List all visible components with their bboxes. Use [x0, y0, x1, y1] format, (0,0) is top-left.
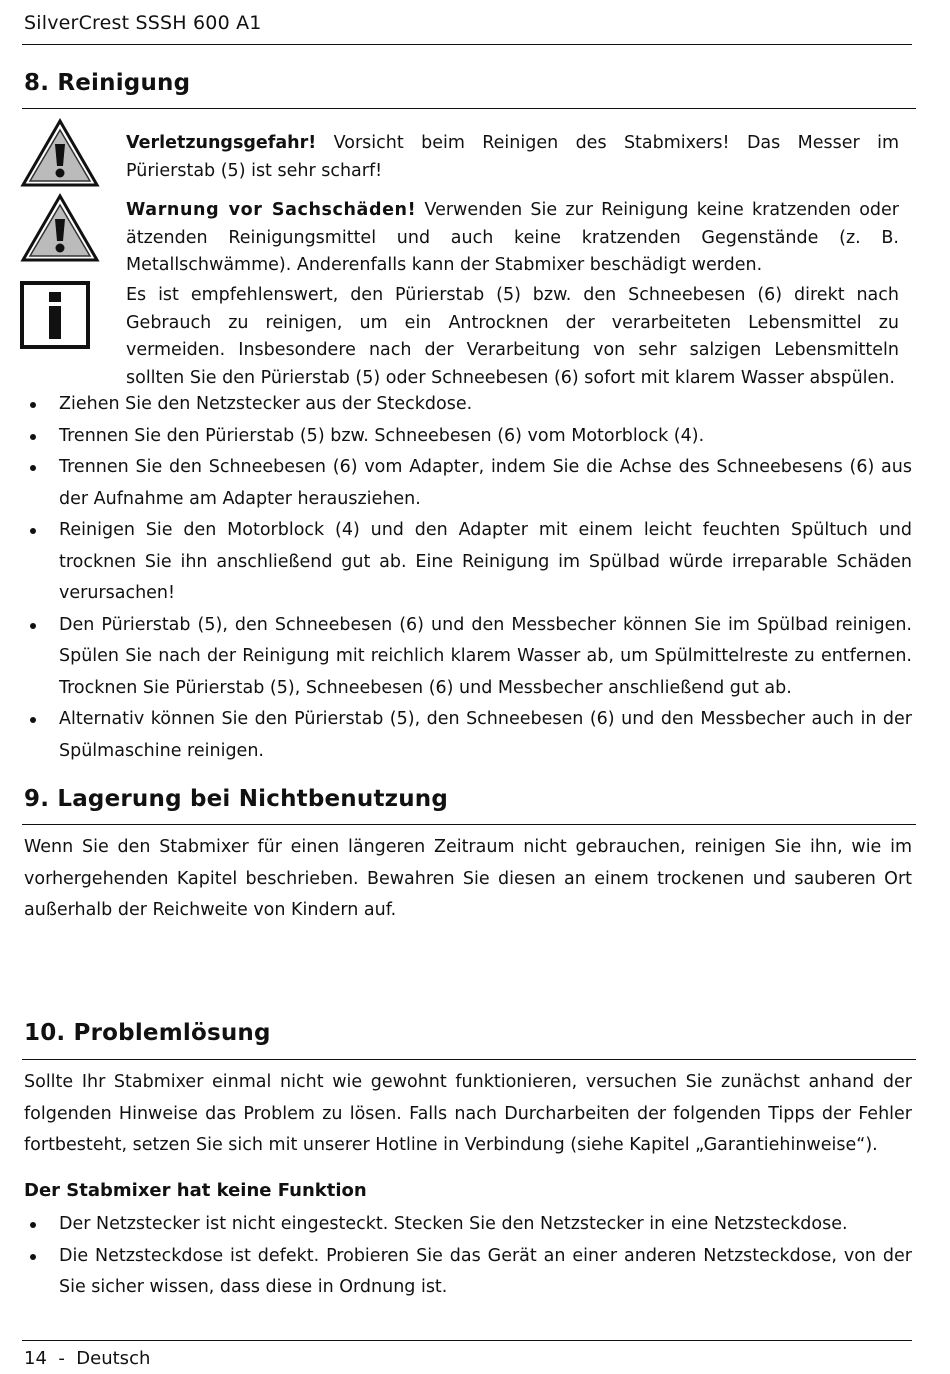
warning-injury-label: Verletzungsgefahr!	[126, 133, 317, 153]
section-9-heading: 9. Lagerung bei Nichtbenutzung	[24, 786, 449, 812]
storage-text: Wenn Sie den Stabmixer für einen längeren Zeitraum nicht gebrauchen, reinigen Sie ihn, wie im vorhergehenden Kapitel beschrieben. Bewahren Sie diesen an einem trockenen und sauberen Ort außerhalb der Reichweite von Kindern auf.	[24, 837, 912, 920]
problem-solutions-list	[24, 1209, 912, 1304]
section-9-divider	[22, 824, 916, 825]
list-item: Ziehen Sie den Netzstecker aus der Steckdose.	[24, 389, 912, 421]
warning-triangle-icon	[20, 118, 100, 188]
list-item: Den Pürierstab (5), den Schneebesen (6) und den Messbecher können Sie im Spülbad reinigen. Spülen Sie nach der Reinigung mit reichlich klarem Wasser ab, um Spülmittelreste zu entfernen. Trocknen Sie Pürierstab (5), Schneebesen (6) und Messbecher anschließend gut ab.	[24, 610, 912, 705]
page-footer: 14 - Deutsch	[24, 1348, 151, 1369]
header-divider	[22, 44, 912, 45]
page-header: SilverCrest SSSH 600 A1	[24, 12, 262, 34]
info-icon	[20, 281, 90, 349]
warning-damage-label: Warnung vor Sachschäden!	[126, 200, 417, 220]
warning-triangle-icon	[20, 193, 100, 263]
section-8-heading: 8. Reinigung	[24, 70, 191, 96]
list-item: Der Netzstecker ist nicht eingesteckt. Stecken Sie den Netzstecker in eine Netzsteckdose.	[24, 1209, 912, 1241]
list-item: Reinigen Sie den Motorblock (4) und den Adapter mit einem leicht feuchten Spültuch und trocknen Sie ihn anschließend gut ab. Eine Reinigung im Spülbad würde irreparable Schäden verursachen!	[24, 515, 912, 610]
warning-damage-body: Verwenden Sie zur Reinigung keine kratzenden oder ätzenden Reinigungsmittel und auch keine kratzenden Gegenstände (z. B. Metallschwämme). Anderenfalls kann der Stabmixer beschädigt werden.	[126, 200, 899, 275]
section-8-divider	[22, 108, 916, 109]
section-10-divider	[22, 1059, 916, 1060]
section-10-heading: 10. Problemlösung	[24, 1020, 271, 1046]
list-item: Die Netzsteckdose ist defekt. Probieren Sie das Gerät an einer anderen Netzsteckdose, von der Sie sicher wissen, dass diese in Ordnung ist.	[24, 1241, 912, 1304]
problem-subheading: Der Stabmixer hat keine Funktion	[24, 1180, 367, 1201]
list-item: Alternativ können Sie den Pürierstab (5), den Schneebesen (6) und den Messbecher auch in der Spülmaschine reinigen.	[24, 704, 912, 767]
footer-divider	[22, 1340, 912, 1341]
warning-damage-text	[126, 197, 899, 280]
list-item: Trennen Sie den Schneebesen (6) vom Adapter, indem Sie die Achse des Schneebesens (6) aus der Aufnahme am Adapter herausziehen.	[24, 452, 912, 515]
list-item: Trennen Sie den Pürierstab (5) bzw. Schneebesen (6) vom Motorblock (4).	[24, 421, 912, 453]
warning-injury-text	[126, 130, 899, 185]
info-text: Es ist empfehlenswert, den Pürierstab (5) bzw. den Schneebesen (6) direkt nach Gebrauch zu reinigen, um ein Antrocknen der verarbeiteten Lebensmittel zu vermeiden. Insbesondere nach der Verarbeitung von sehr salzigen Lebensmitteln sollten Sie den Pürierstab (5) oder Schneebesen (6) sofort mit klarem Wasser abspülen.	[126, 285, 899, 388]
cleaning-steps-list	[24, 389, 912, 767]
warning-injury-body: Vorsicht beim Reinigen des Stabmixers! Das Messer im Pürierstab (5) ist sehr scharf!	[126, 133, 899, 181]
troubleshooting-intro: Sollte Ihr Stabmixer einmal nicht wie gewohnt funktionieren, versuchen Sie zunächst anhand der folgenden Hinweise das Problem zu lösen. Falls nach Durcharbeiten der folgenden Tipps der Fehler fortbesteht, setzen Sie sich mit unserer Hotline in Verbindung (siehe Kapitel „Garantiehinweise“).	[24, 1072, 912, 1155]
